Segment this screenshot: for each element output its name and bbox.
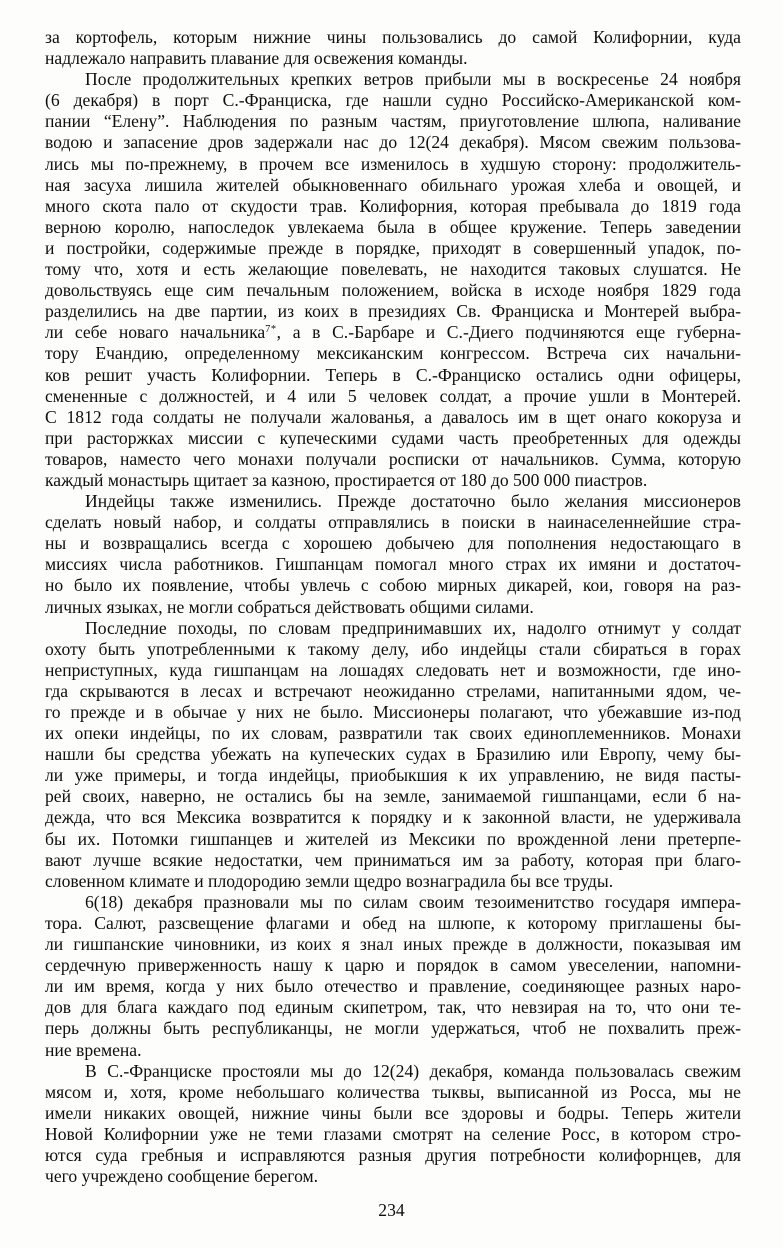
paragraph [45,618,741,892]
text-line: ли уже примеры, и тогда индейцы, приобыкшия к их управлению, не видя пасты- [45,765,741,786]
text-line: перь должны быть республиканцы, не могли удержаться, чтоб не похвалить преж- [45,1018,741,1039]
text-line: Индейцы также изменились. Прежде достаточно было желания миссионеров [85,491,741,512]
text-line: много скота пало от скудости трав. Колифорния, которая пребывала до 1819 года [45,195,741,216]
text-line: верною королю, напоследок увлекаема была в общее кружение. Теперь заведении [45,216,741,237]
text-line: личных языках, не могли собраться действовать общими силами. [45,596,534,617]
text-line: ние времена. [45,1039,142,1060]
text-line: каждый монастырь щитает за казною, простирается от 180 до 500 000 пиастров. [45,469,648,490]
text-line: чего учреждено сообщение берегом. [45,1166,319,1187]
text-line: словенном климате и плодородию земли щедро вознаградила бы все труды. [45,870,614,891]
text-line: довольствуясь еще сим печальным положением, войска в исходе ноября 1829 года [45,280,741,301]
text-line: дежда, что вся Мексика возвратится к порядку и к законной власти, не удерживала [45,807,741,828]
text-line: но было их появление, чтобы увлечь с собою мирных дикарей, кои, говоря на раз- [45,575,741,596]
text-line: водою и запасение дров задержали нас до 12(24 декабря). Мясом свежим пользова- [45,132,741,153]
paragraph [45,491,741,618]
text-line: С 1812 года солдаты не получали жалованья, а давалось им в щет онаго кокоруза и [45,406,741,427]
paragraph [45,27,741,69]
text-line: вают лучше всякие недостатки, чем приниматься им за работу, которая при благо- [45,849,741,870]
text-line: ков решит участь Колифорнии. Теперь в С.-Франциско остались одни офицеры, [45,364,741,385]
text-line: охоту быть употребленными к такому делу, ибо индейцы стали сбираться в горах [45,638,741,659]
text-line: сердечную приверженность нашу к царю и порядок в самом увеселении, напомни- [45,955,741,976]
text-line: неприступных, куда гишпанцам на лошадях следовать нет и возможности, где ино- [45,659,741,680]
text-line: го прежде и в обычае у них не было. Миссионеры полагают, что убежавшие из-под [45,702,741,722]
text-line: смененные с должностей, и 4 или 5 человек солдат, а прочие ушли в Монтерей. [45,385,741,406]
text-line: пании “Елену”. Наблюдения по разным частям, приуготовление шлюпа, наливание [45,111,741,132]
text-line: и постройки, содержимые прежде в порядке, приходят в совершенный упадок, по- [45,237,741,258]
text-line: гда скрываются в лесах и встречают неожиданно стрелами, напитанными ядом, че- [45,680,741,701]
text-line: надлежало направить плавание для освежения команды. [45,48,468,69]
text-line: дов для блага каждаго под единым скипетром, так, что невзирая на то, что они те- [45,997,741,1018]
text-line: ны и возвращались всегда с хорошею добычею для пополнения недостающаго в [45,533,741,554]
text-line: Новой Колифорнии уже не теми глазами смотрят на селение Росс, в котором стро- [45,1123,741,1144]
text-line: тому что, хотя и есть желающие повелевать, не находится таковых слушатся. Не [45,259,741,280]
page-number: 234 [378,1200,405,1221]
text-line: тору Ечандию, определенному мексиканским конгрессом. Встреча сих начальни- [45,343,741,364]
text-line: лись мы по-прежнему, в прочем все изменилось в худшую сторону: продолжитель- [45,153,741,174]
text-line: за кортофель, которым нижние чины пользовались до самой Колифорнии, куда [45,27,741,47]
text-line: ли себе новаго начальника$^{7*}$, а в С.-Барбаре и С.-Диего подчиняются еще губерна- [45,322,741,343]
text-line: ются суда гребныя и исправляются разныя другия потребности колифорнцев, для [45,1144,741,1165]
text-line: бы их. Потомки гишпанцев и жителей из Мексики по врожденной лени претерпе- [45,828,741,849]
text-line: После продолжительных крепких ветров прибыли мы в воскресенье 24 ноября [85,69,741,90]
footnote-marker: 7* [265,324,277,336]
text-line: разделились на две партии, из коих в президиях Св. Франциска и Монтерей выбра- [45,301,741,322]
text-line: ли им время, когда у них было отечество и правление, соединяющее разных наро- [45,976,741,997]
text-line: сделать новый набор, и солдаты отправлялись в поиски в наинаселеннейшие стра- [45,512,741,533]
text-line: их опеки индейцы, по их словам, развратили так своих единоплеменников. Монахи [45,723,741,744]
text-line: миссиях числа работников. Гишпанцам помогал много страх их имяни и достаточ- [45,554,741,575]
paragraph [45,892,741,1061]
text-line: Последние походы, по словам предпринимавших их, надолго отнимут у солдат [85,617,741,638]
text-line: рей своих, наверно, не остались бы на земле, занимаемой гишпанцами, если б на- [45,786,741,807]
text-line: при расторжках миссии с купеческими судами часть преобретенных для одежды [45,427,741,448]
paragraph [45,69,741,491]
paragraph [45,1061,741,1188]
text-line: В С.-Франциске простояли мы до 12(24) декабря, команда пользовалась свежим [85,1060,741,1081]
text-line: ная засуха лишила жителей обыкновеннаго обильнаго урожая хлеба и овощей, и [45,174,741,195]
text-line: (6 декабря) в порт С.-Франциска, где нашли судно Российско-Американской ком- [45,90,741,111]
page-footer [0,1200,783,1221]
text-line: ли гишпанские чиновники, из коих я знал иных прежде в должности, показывая им [45,934,741,955]
text-line: тора. Салют, разсвещение флагами и обед на шлюпе, к которому приглашены бы- [45,912,741,933]
text-line: товаров, наместо чего монахи получали росписки от начальников. Сумма, которую [45,448,741,469]
text-line: 6(18) декабря празновали мы по силам своим тезоименитство государя импера- [85,891,741,912]
text-line: имели никаких овощей, нижние чины были все здоровы и бодры. Теперь жители [45,1102,741,1123]
text-line: нашли бы средства убежать на купеческих судах в Бразилию или Европу, чему бы- [45,744,741,765]
text-line: мясом и, хотя, кроме небольшаго количества тыквы, выписанной из Росса, мы не [45,1081,741,1102]
